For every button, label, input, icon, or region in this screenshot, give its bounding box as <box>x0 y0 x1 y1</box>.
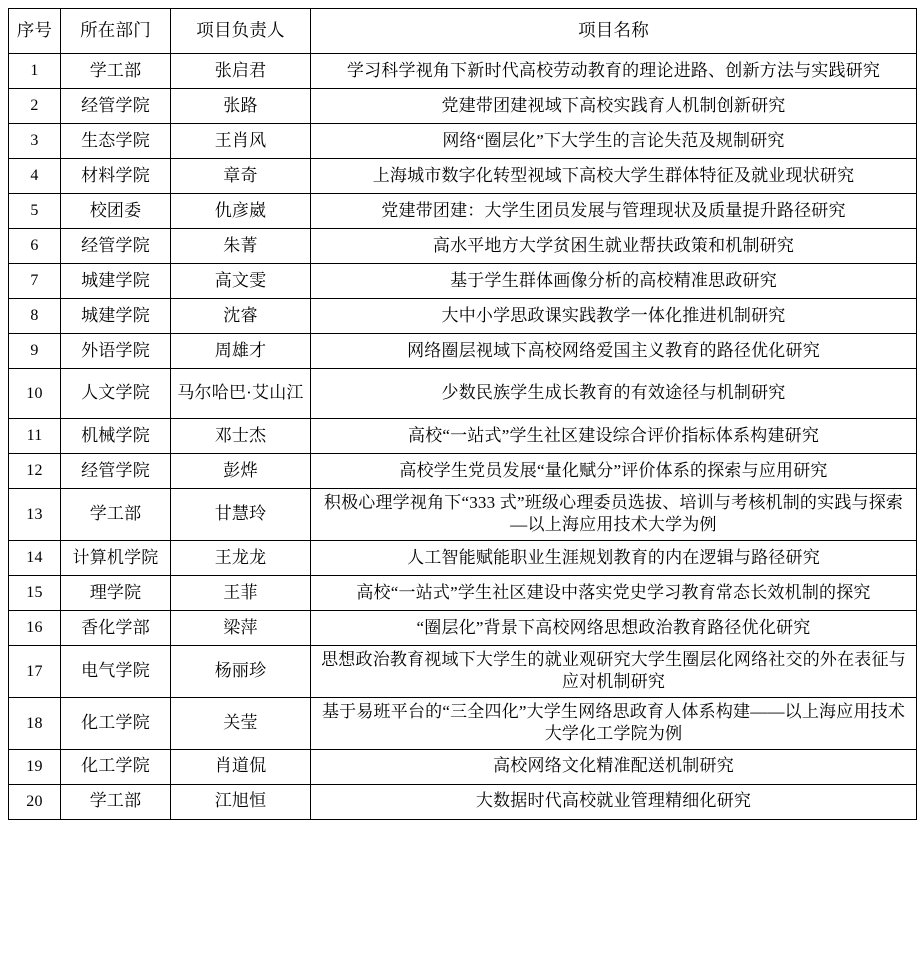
cell-seq: 15 <box>9 575 61 610</box>
cell-title: 高校网络文化精准配送机制研究 <box>311 749 917 784</box>
cell-seq: 17 <box>9 645 61 697</box>
cell-lead: 肖道侃 <box>171 749 311 784</box>
cell-lead: 王肖风 <box>171 124 311 159</box>
cell-lead: 彭烨 <box>171 454 311 489</box>
table-row <box>9 264 917 299</box>
cell-dept: 学工部 <box>61 54 171 89</box>
cell-dept: 经管学院 <box>61 229 171 264</box>
cell-title: 高水平地方大学贫困生就业帮扶政策和机制研究 <box>311 229 917 264</box>
cell-title: 高校“一站式”学生社区建设综合评价指标体系构建研究 <box>311 419 917 454</box>
cell-dept: 经管学院 <box>61 454 171 489</box>
cell-dept: 城建学院 <box>61 299 171 334</box>
cell-dept: 香化学部 <box>61 610 171 645</box>
cell-lead: 周雄才 <box>171 334 311 369</box>
cell-dept: 学工部 <box>61 784 171 819</box>
column-header-title: 项目名称 <box>311 9 917 54</box>
cell-title: 党建带团建：大学生团员发展与管理现状及质量提升路径研究 <box>311 194 917 229</box>
cell-title: 基于易班平台的“三全四化”大学生网络思政育人体系构建——以上海应用技术大学化工学院为例 <box>311 697 917 749</box>
cell-lead: 王龙龙 <box>171 540 311 575</box>
cell-dept: 外语学院 <box>61 334 171 369</box>
cell-dept: 人文学院 <box>61 369 171 419</box>
cell-lead: 张路 <box>171 89 311 124</box>
cell-seq: 16 <box>9 610 61 645</box>
cell-title: 基于学生群体画像分析的高校精准思政研究 <box>311 264 917 299</box>
column-header-seq: 序号 <box>9 9 61 54</box>
cell-lead: 朱菁 <box>171 229 311 264</box>
table-row <box>9 645 917 697</box>
cell-lead: 高文雯 <box>171 264 311 299</box>
cell-seq: 13 <box>9 489 61 541</box>
cell-seq: 18 <box>9 697 61 749</box>
table-row <box>9 229 917 264</box>
table-row <box>9 575 917 610</box>
cell-lead: 梁萍 <box>171 610 311 645</box>
cell-seq: 1 <box>9 54 61 89</box>
cell-dept: 材料学院 <box>61 159 171 194</box>
cell-seq: 9 <box>9 334 61 369</box>
cell-title: “圈层化”背景下高校网络思想政治教育路径优化研究 <box>311 610 917 645</box>
table-row <box>9 610 917 645</box>
table-row <box>9 369 917 419</box>
cell-lead: 仇彦崴 <box>171 194 311 229</box>
cell-title: 积极心理学视角下“333 式”班级心理委员选拔、培训与考核机制的实践与探索—以上海应用技术大学为例 <box>311 489 917 541</box>
cell-dept: 电气学院 <box>61 645 171 697</box>
cell-dept: 化工学院 <box>61 697 171 749</box>
column-header-dept: 所在部门 <box>61 9 171 54</box>
table-row <box>9 89 917 124</box>
cell-title: 思想政治教育视域下大学生的就业观研究大学生圈层化网络社交的外在表征与应对机制研究 <box>311 645 917 697</box>
project-table-container <box>8 8 916 820</box>
table-row <box>9 334 917 369</box>
table-row <box>9 159 917 194</box>
cell-lead: 王菲 <box>171 575 311 610</box>
table-body <box>9 54 917 820</box>
cell-seq: 11 <box>9 419 61 454</box>
cell-title: 网络圈层视域下高校网络爱国主义教育的路径优化研究 <box>311 334 917 369</box>
cell-seq: 2 <box>9 89 61 124</box>
cell-lead: 杨丽珍 <box>171 645 311 697</box>
cell-seq: 6 <box>9 229 61 264</box>
cell-seq: 10 <box>9 369 61 419</box>
cell-seq: 8 <box>9 299 61 334</box>
table-row <box>9 540 917 575</box>
cell-seq: 19 <box>9 749 61 784</box>
cell-lead: 章奇 <box>171 159 311 194</box>
table-row <box>9 454 917 489</box>
cell-dept: 学工部 <box>61 489 171 541</box>
cell-lead: 甘慧玲 <box>171 489 311 541</box>
cell-dept: 计算机学院 <box>61 540 171 575</box>
cell-seq: 14 <box>9 540 61 575</box>
cell-title: 高校学生党员发展“量化赋分”评价体系的探索与应用研究 <box>311 454 917 489</box>
cell-lead: 关莹 <box>171 697 311 749</box>
cell-title: 网络“圈层化”下大学生的言论失范及规制研究 <box>311 124 917 159</box>
cell-dept: 化工学院 <box>61 749 171 784</box>
cell-seq: 4 <box>9 159 61 194</box>
cell-title: 大数据时代高校就业管理精细化研究 <box>311 784 917 819</box>
cell-lead: 马尔哈巴·艾山江 <box>171 369 311 419</box>
project-table <box>8 8 917 820</box>
table-header-row <box>9 9 917 54</box>
table-row <box>9 194 917 229</box>
cell-seq: 3 <box>9 124 61 159</box>
cell-dept: 机械学院 <box>61 419 171 454</box>
cell-seq: 5 <box>9 194 61 229</box>
table-row <box>9 749 917 784</box>
table-row <box>9 489 917 541</box>
column-header-lead: 项目负责人 <box>171 9 311 54</box>
table-header <box>9 9 917 54</box>
cell-title: 少数民族学生成长教育的有效途径与机制研究 <box>311 369 917 419</box>
cell-title: 高校“一站式”学生社区建设中落实党史学习教育常态长效机制的探究 <box>311 575 917 610</box>
cell-lead: 张启君 <box>171 54 311 89</box>
cell-title: 学习科学视角下新时代高校劳动教育的理论进路、创新方法与实践研究 <box>311 54 917 89</box>
cell-seq: 12 <box>9 454 61 489</box>
cell-title: 上海城市数字化转型视域下高校大学生群体特征及就业现状研究 <box>311 159 917 194</box>
cell-lead: 邓士杰 <box>171 419 311 454</box>
cell-dept: 校团委 <box>61 194 171 229</box>
cell-dept: 城建学院 <box>61 264 171 299</box>
table-row <box>9 54 917 89</box>
cell-title: 党建带团建视域下高校实践育人机制创新研究 <box>311 89 917 124</box>
cell-dept: 经管学院 <box>61 89 171 124</box>
cell-title: 人工智能赋能职业生涯规划教育的内在逻辑与路径研究 <box>311 540 917 575</box>
table-row <box>9 419 917 454</box>
cell-seq: 20 <box>9 784 61 819</box>
table-row <box>9 784 917 819</box>
cell-title: 大中小学思政课实践教学一体化推进机制研究 <box>311 299 917 334</box>
table-row <box>9 299 917 334</box>
cell-dept: 理学院 <box>61 575 171 610</box>
cell-seq: 7 <box>9 264 61 299</box>
cell-lead: 沈睿 <box>171 299 311 334</box>
cell-lead: 江旭恒 <box>171 784 311 819</box>
cell-dept: 生态学院 <box>61 124 171 159</box>
table-row <box>9 697 917 749</box>
table-row <box>9 124 917 159</box>
